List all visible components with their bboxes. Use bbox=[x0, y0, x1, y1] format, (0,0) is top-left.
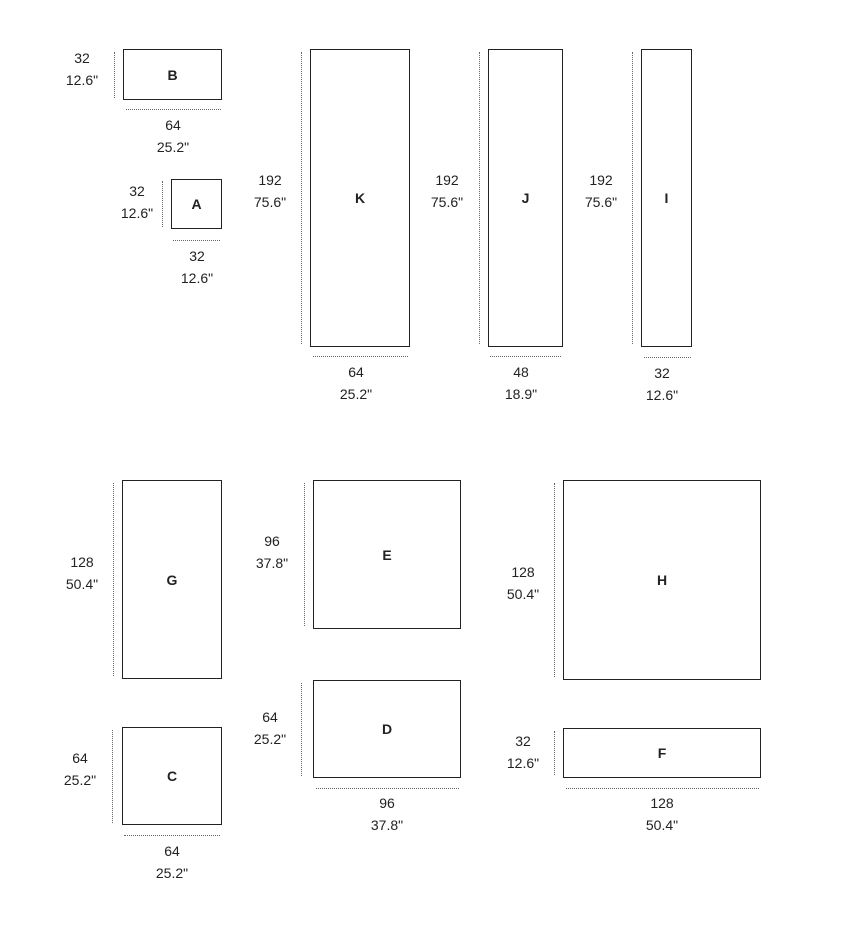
panel-b-height-dim bbox=[52, 47, 112, 91]
panel-h-height: 128 bbox=[511, 564, 535, 580]
panel-a-width-dim bbox=[167, 245, 227, 289]
panel-j-height-line bbox=[479, 52, 480, 344]
panel-c-height: 64 bbox=[72, 750, 88, 766]
panel-i-height-line bbox=[632, 52, 633, 344]
panel-j bbox=[488, 49, 563, 347]
panel-g-height-in: 50.4" bbox=[65, 576, 99, 592]
panel-c-width: 64 bbox=[164, 843, 180, 859]
panel-f-height: 32 bbox=[515, 733, 531, 749]
panel-d-width-line bbox=[316, 788, 459, 789]
panel-f-height-in: 12.6" bbox=[506, 755, 540, 771]
panel-i-width-line bbox=[644, 357, 691, 358]
panel-k-height-line bbox=[301, 52, 302, 344]
panel-b-height: 32 bbox=[74, 50, 90, 66]
panel-f bbox=[563, 728, 761, 778]
panel-b-label: B bbox=[167, 66, 178, 83]
panel-c-label: C bbox=[166, 768, 178, 784]
panel-k-width-in: 25.2" bbox=[339, 386, 373, 402]
panel-c-height-dim bbox=[50, 747, 110, 791]
panel-k-width: 64 bbox=[348, 364, 364, 380]
panel-d-width-dim bbox=[357, 792, 417, 836]
panel-h-height-dim bbox=[493, 561, 553, 605]
panel-f-width: 128 bbox=[650, 795, 674, 811]
panel-c-width-dim bbox=[142, 840, 202, 884]
panel-k-width-line bbox=[313, 356, 408, 357]
panel-i bbox=[641, 49, 692, 347]
panel-j-width-dim bbox=[491, 361, 551, 405]
panel-c bbox=[122, 727, 222, 825]
panel-e-height-dim bbox=[242, 530, 302, 574]
panel-d-width: 96 bbox=[379, 795, 395, 811]
panel-h bbox=[563, 480, 761, 680]
panel-b-width: 64 bbox=[165, 117, 181, 133]
panel-h-label: H bbox=[656, 572, 668, 588]
panel-e bbox=[313, 480, 461, 629]
panel-d-height-in: 25.2" bbox=[253, 731, 287, 747]
panel-a-height-dim bbox=[107, 180, 167, 224]
panel-j-width-in: 18.9" bbox=[504, 386, 538, 402]
panel-b bbox=[123, 49, 222, 100]
panel-i-height-in: 75.6" bbox=[584, 194, 618, 210]
panel-c-width-in: 25.2" bbox=[155, 865, 189, 881]
panel-e-height: 96 bbox=[264, 533, 280, 549]
panel-j-width-line bbox=[490, 356, 561, 357]
panel-h-height-in: 50.4" bbox=[506, 586, 540, 602]
panel-a-width-in: 12.6" bbox=[180, 270, 214, 286]
panel-i-height: 192 bbox=[589, 172, 613, 188]
panel-d-height-line bbox=[301, 683, 302, 776]
panel-b-height-line bbox=[114, 52, 115, 98]
panel-g-height-line bbox=[113, 483, 114, 676]
panel-i-width-dim bbox=[632, 362, 692, 406]
panel-k bbox=[310, 49, 410, 347]
panel-e-height-in: 37.8" bbox=[255, 555, 289, 571]
panel-f-width-dim bbox=[632, 792, 692, 836]
panel-k-label: K bbox=[354, 190, 366, 206]
panel-b-width-in: 25.2" bbox=[156, 139, 190, 155]
panel-a-label: A bbox=[191, 196, 202, 212]
panel-g-height: 128 bbox=[70, 554, 94, 570]
panel-d-width-in: 37.8" bbox=[370, 817, 404, 833]
panel-g bbox=[122, 480, 222, 679]
panel-j-height-dim bbox=[417, 169, 477, 213]
panel-e-label: E bbox=[382, 546, 392, 563]
panel-a-height-in: 12.6" bbox=[120, 205, 154, 221]
panel-c-height-in: 25.2" bbox=[63, 772, 97, 788]
panel-i-height-dim bbox=[571, 169, 631, 213]
panel-f-label: F bbox=[657, 745, 667, 761]
panel-b-width-line bbox=[126, 109, 221, 110]
panel-f-width-line bbox=[566, 788, 759, 789]
panel-i-width-in: 12.6" bbox=[645, 387, 679, 403]
panel-a bbox=[171, 179, 222, 229]
panel-e-height-line bbox=[304, 483, 305, 626]
panel-k-width-dim bbox=[326, 361, 386, 405]
panel-i-label: I bbox=[664, 190, 669, 206]
panel-g-height-dim bbox=[52, 551, 112, 595]
panel-d-label: D bbox=[381, 721, 393, 737]
panel-j-height: 192 bbox=[435, 172, 459, 188]
panel-j-label: J bbox=[521, 190, 530, 206]
panel-k-height-in: 75.6" bbox=[253, 194, 287, 210]
panel-d bbox=[313, 680, 461, 778]
panel-c-width-line bbox=[124, 835, 220, 836]
panel-b-width-dim bbox=[143, 114, 203, 158]
panel-d-height-dim bbox=[240, 706, 300, 750]
panel-a-width-line bbox=[173, 240, 220, 241]
panel-d-height: 64 bbox=[262, 709, 278, 725]
panel-k-height-dim bbox=[240, 169, 300, 213]
panel-j-width: 48 bbox=[513, 364, 529, 380]
panel-f-height-dim bbox=[493, 730, 553, 774]
panel-b-height-in: 12.6" bbox=[65, 72, 99, 88]
panel-i-width: 32 bbox=[654, 365, 670, 381]
panel-f-width-in: 50.4" bbox=[645, 817, 679, 833]
panel-a-height: 32 bbox=[129, 183, 145, 199]
panel-g-label: G bbox=[166, 571, 178, 588]
panel-j-height-in: 75.6" bbox=[430, 194, 464, 210]
panel-f-height-line bbox=[554, 731, 555, 775]
panel-a-width: 32 bbox=[189, 248, 205, 264]
panel-k-height: 192 bbox=[258, 172, 282, 188]
panel-h-height-line bbox=[554, 483, 555, 677]
panel-c-height-line bbox=[112, 730, 113, 823]
